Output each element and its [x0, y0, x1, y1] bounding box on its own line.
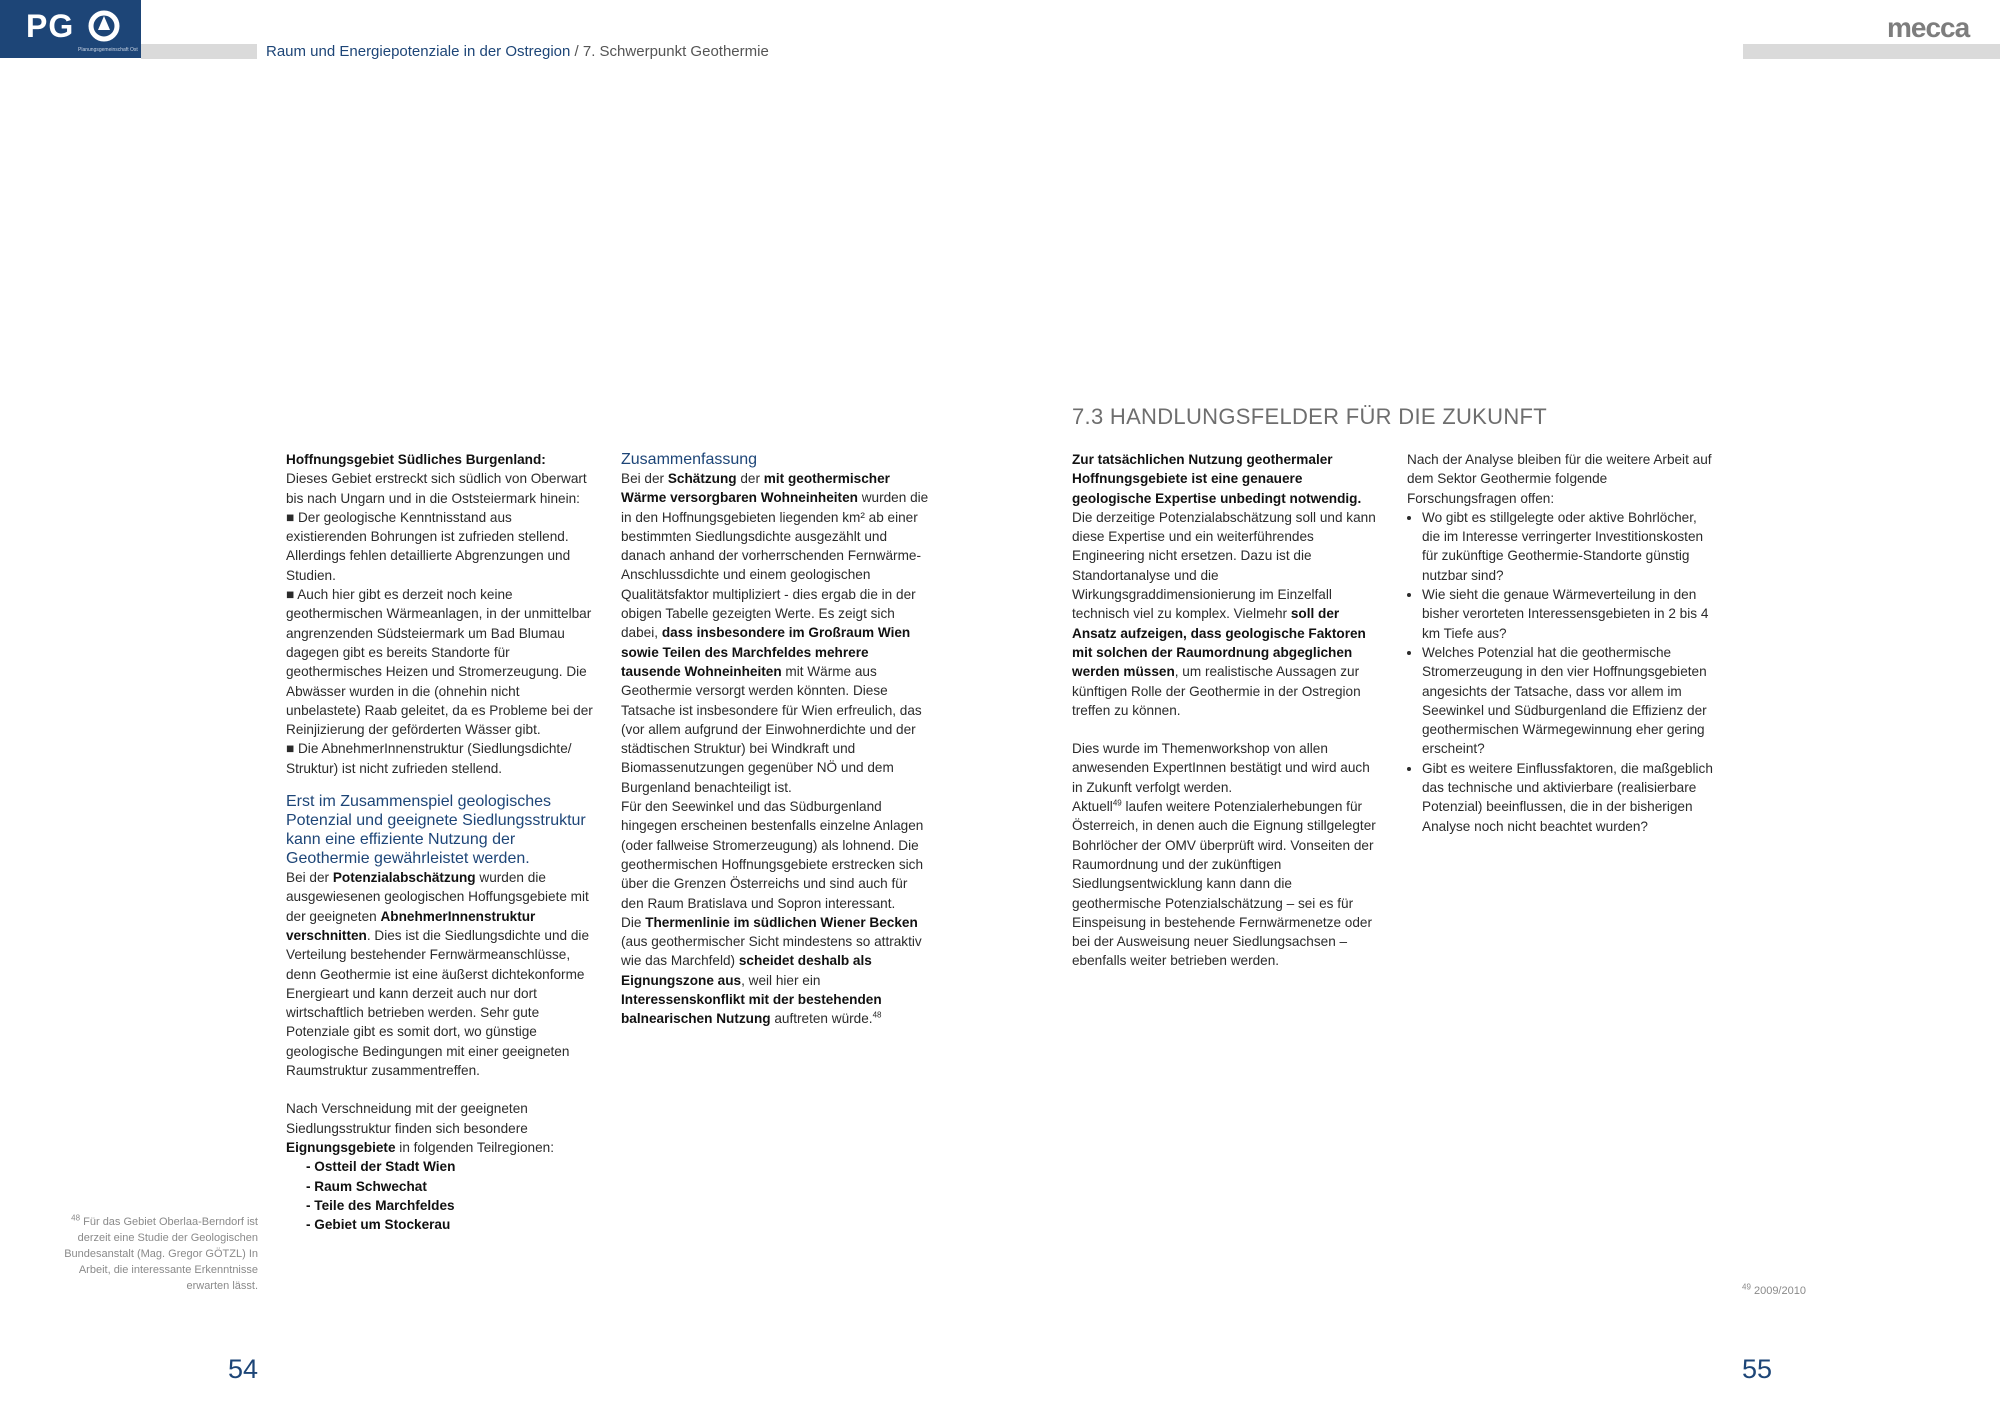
col1-intro: Dieses Gebiet erstreckt sich südlich von Oberwart bis nach Ungarn und in die Oststeiermark hinein:	[286, 471, 587, 506]
research-questions-list	[1407, 508, 1717, 836]
col1-item-2: ■ Auch hier gibt es derzeit noch keine geothermischen Wärmeanlagen, in der unmittelbar angrenzenden Südsteiermark um Bad Blumau dagegen gibt es bereits Standorte für geothermisches Heizen und Stromerzeugung. Die Abwässer wurden in die (ohnehin nicht unbelastete) Raab geleitet, da es Probleme bei der Reinjizierung der geförderten Wässer gibt.	[286, 587, 593, 738]
col1-paragraph-3: Nach Verschneidung mit der geeigneten Siedlungsstruktur finden sich besondere Eignungsgebiete in folgenden Teilregionen:	[286, 1101, 554, 1155]
logo-o-icon	[88, 10, 120, 42]
page-number-right: 55	[1742, 1354, 1773, 1384]
footnote-48: $^{48}$ Für das Gebiet Oberlaa-Berndorf ist derzeit eine Studie der Geologischen Bundesanstalt (Mag. Gregor GÖTZL) In Arbeit, die interessante Erkenntnisse erwarten lässt.	[64, 1213, 258, 1292]
research-question: • Welches Potenzial hat die geothermische Stromerzeugung in den vier Hoffnungsgebieten angesichts der Tatsache, dass vor allem im Seewinkel und Südburgenland die Effizienz der geothermischen Wärmegewinnung eher gering erscheint?	[1422, 643, 1717, 759]
left-column-1	[286, 450, 596, 1234]
col3-paragraph-3: Aktuell$^{49}$ laufen weitere Potenzialerhebungen für Österreich, in denen auch die Eignung stillgelegter Bohrlöcher der OMV überprüft wird. Vonseiten der Raumordnung und der zukünftigen Siedlungsentwicklung kann dann die geothermische Potenzialschätzung – sei es für Einspeisung in bestehende Fernwärmenetze oder bei der Ausweisung neuer Siedlungsachsen – ebenfalls weiter betrieben werden.	[1072, 798, 1376, 969]
research-question: • Gibt es weitere Einflussfaktoren, die maßgeblich das technische und aktivierbare (realisierbare Potenzial) beeinflussen, die in der bisherigen Analyse noch nicht beachtet wurden?	[1422, 759, 1717, 836]
col1-paragraph-2: Bei der Potenzialabschätzung wurden die ausgewiesenen geologischen Hoffungsgebiete mit der geeigneten AbnehmerInnenstruktur verschnitten. Dies ist die Siedlungsdichte und die Verteilung bestehender Fernwärmeanschlüsse, denn Geothermie ist eine äußerst dichtekonforme Energieart und kann derzeit auch nur dort wirtschaftlich betrieben werden. Sehr gute Potenziale gibt es somit dort, wo günstige geologische Bedingungen mit einer geeigneten Raumstruktur zusammentreffen.	[286, 870, 590, 1079]
section-title: 7.3 HANDLUNGSFELDER FÜR DIE ZUKUNFT	[1072, 404, 1548, 429]
right-column-1	[1072, 450, 1382, 971]
logo-subtitle: Planungsgemeinschaft Ost	[78, 47, 138, 53]
col1-heading: Hoffnungsgebiet Südliches Burgenland:	[286, 452, 546, 467]
col3-paragraph-2: Dies wurde im Themenworkshop von allen anwesenden ExpertInnen bestätigt und wird auch in Zukunft verfolgt werden.	[1072, 741, 1370, 795]
region-item: - Gebiet um Stockerau	[306, 1217, 451, 1233]
logo-text: PG	[26, 8, 75, 44]
running-header	[266, 43, 769, 60]
footnote-ref-48: 48	[872, 1010, 882, 1020]
col1-subheading: Erst im Zusammenspiel geologisches Potenzial und geeignete Siedlungsstruktur kann eine effiziente Nutzung der Geothermie gewährleistet werden.	[286, 793, 586, 868]
left-column-2	[621, 450, 931, 1029]
col1-item-3: ■ Die AbnehmerInnenstruktur (Siedlungsdichte/ Struktur) ist nicht zufrieden stellend.	[286, 741, 572, 776]
region-list	[306, 1157, 596, 1234]
mecca-logo: mecca	[1887, 12, 1970, 43]
header-title-main: Raum und Energiepotenziale in der Ostregion	[266, 43, 571, 60]
header-bar-left	[141, 44, 257, 59]
col2-paragraph-2: Für den Seewinkel und das Südburgenland hingegen erscheinen bestenfalls einzelne Anlagen (oder fallweise Stromerzeugung) als lohnend. Die geothermischen Hoffnungsgebiete erstrecken sich über die Grenzen Österreichs und sind auch für den Raum Bratislava und Sopron interessant.	[621, 799, 924, 911]
header-bar-right	[1743, 44, 2000, 59]
research-question: • Wo gibt es stillgelegte oder aktive Bohrlöcher, die im Interesse verringerter Investitionskosten für zukünftige Geothermie-Standorte günstig nutzbar sind?	[1422, 508, 1717, 585]
col4-intro: Nach der Analyse bleiben für die weitere Arbeit auf dem Sektor Geothermie folgende Forschungsfragen offen:	[1407, 452, 1712, 506]
col2-paragraph-1: Bei der Schätzung der mit geothermischer Wärme versorgbaren Wohneinheiten wurden die in den Hoffnungsgebieten liegenden km² ab einer bestimmten Siedlungsdichte ausgezählt und danach anhand der vorherrschenden Fernwärme-Anschlussdichte und einem geologischen Qualitätsfaktor multipliziert - dies ergab die in der obigen Tabelle gezeigten Werte. Es zeigt sich dabei, dass insbesondere im Großraum Wien sowie Teilen des Marchfeldes mehrere tausende Wohneinheiten mit Wärme aus Geothermie versorgt werden könnten. Diese Tatsache ist insbesondere für Wien erfreulich, das (vor allem aufgrund der Einwohnerdichte und der städtischen Struktur) bei Windkraft und Biomassenutzungen gegenüber NÖ und dem Burgenland benachteiligt ist.	[621, 471, 929, 795]
footnote-ref-49: 49	[1112, 798, 1122, 808]
region-item: - Ostteil der Stadt Wien	[306, 1159, 456, 1175]
page-number-left: 54	[228, 1354, 259, 1384]
header-separator: /	[570, 43, 583, 60]
footnote-49: $^{49}$ 2009/2010	[1742, 1282, 1806, 1297]
region-item: - Raum Schwechat	[306, 1178, 427, 1194]
pgo-logo	[0, 0, 141, 58]
col1-item-1: ■ Der geologische Kenntnisstand aus existierenden Bohrungen ist zufrieden stellend. Allerdings fehlen detaillierte Abgrenzungen und Studien.	[286, 509, 571, 583]
region-item: - Teile des Marchfeldes	[306, 1197, 455, 1213]
col2-paragraph-3: Die Thermenlinie im südlichen Wiener Becken (aus geothermischer Sicht mindestens so attraktiv wie das Marchfeld) scheidet deshalb als Eignungszone aus, weil hier ein Interessenskonflikt mit der bestehenden balnearischen Nutzung auftreten würde.$^{48}$	[621, 914, 922, 1027]
research-question: • Wie sieht die genaue Wärmeverteilung in den bisher verorteten Interessensgebieten in 2 bis 4 km Tiefe aus?	[1422, 585, 1717, 643]
col2-heading: Zusammenfassung	[621, 451, 758, 468]
col3-paragraph-1: Zur tatsächlichen Nutzung geothermaler Hoffnungsgebiete ist eine genauere geologische Expertise unbedingt notwendig. Die derzeitige Potenzialabschätzung soll und kann diese Expertise und ein weiterführendes Engineering nicht ersetzen. Dazu ist die Standortanalyse und die Wirkungsgraddimensionierung im Einzelfall technisch viel zu komplex. Vielmehr soll der Ansatz aufzeigen, dass geologische Faktoren mit solchen der Raumordnung abgeglichen werden müssen, um realistische Aussagen zur künftigen Rolle der Geothermie in der Ostregion treffen zu können.	[1072, 452, 1376, 718]
right-column-2	[1407, 450, 1717, 836]
header-title-section: 7. Schwerpunkt Geothermie	[582, 43, 769, 60]
